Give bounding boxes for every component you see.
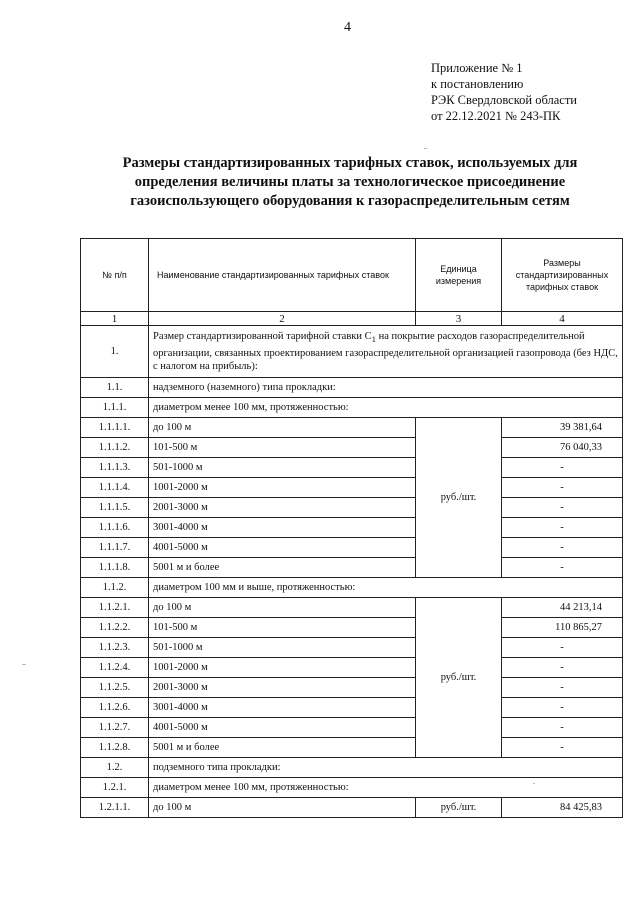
row1-text-before: Размер стандартизированной тарифной ставки С bbox=[153, 331, 372, 343]
row-name: 1001-2000 м bbox=[149, 478, 416, 498]
row-value: 84 425,83 bbox=[502, 798, 623, 818]
table-row bbox=[81, 758, 623, 778]
table-row bbox=[81, 326, 623, 378]
table-row bbox=[81, 578, 623, 598]
table-row bbox=[81, 798, 623, 818]
row-name: 3001-4000 м bbox=[149, 698, 416, 718]
row-num: 1.1.2.5. bbox=[81, 678, 149, 698]
row-unit: руб./шт. bbox=[416, 418, 502, 578]
row-unit: руб./шт. bbox=[416, 798, 502, 818]
appendix-block bbox=[431, 60, 577, 124]
row-num: 1.2.1. bbox=[81, 778, 149, 798]
row-value: - bbox=[502, 558, 623, 578]
group-b-body bbox=[81, 598, 623, 758]
header-size: Размеры стандартизированных тарифных ставок bbox=[502, 239, 623, 312]
table-row bbox=[81, 498, 623, 518]
row-value: - bbox=[502, 478, 623, 498]
row-value: - bbox=[502, 678, 623, 698]
row-description bbox=[149, 326, 623, 378]
row-name: до 100 м bbox=[149, 418, 416, 438]
row-name: 2001-3000 м bbox=[149, 498, 416, 518]
row-num: 1.1.1.3. bbox=[81, 458, 149, 478]
row1-text-after: на покрытие расходов газораспределительной организации, связанных проектированием газораспределительной организацией газопровода (без НДС, с налогом на прибыль): bbox=[153, 331, 618, 372]
row-name: диаметром 100 мм и выше, протяженностью: bbox=[149, 578, 623, 598]
index-cell: 1 bbox=[81, 312, 149, 326]
table-row bbox=[81, 698, 623, 718]
row-num: 1.1.2.4. bbox=[81, 658, 149, 678]
table-header-row bbox=[81, 239, 623, 312]
row-name: до 100 м bbox=[149, 798, 416, 818]
row-num: 1.1.1. bbox=[81, 398, 149, 418]
row-num: 1.1.1.6. bbox=[81, 518, 149, 538]
page-number: 4 bbox=[344, 20, 351, 35]
row-name: 501-1000 м bbox=[149, 458, 416, 478]
row-value: - bbox=[502, 458, 623, 478]
row-value: 39 381,64 bbox=[502, 418, 623, 438]
index-cell: 2 bbox=[149, 312, 416, 326]
row-num: 1.1. bbox=[81, 378, 149, 398]
title-line: определения величины платы за технологическое присоединение bbox=[134, 174, 566, 190]
index-row bbox=[81, 312, 623, 326]
table-row bbox=[81, 518, 623, 538]
table-row bbox=[81, 458, 623, 478]
row-name: 4001-5000 м bbox=[149, 718, 416, 738]
row-name: 5001 м и более bbox=[149, 738, 416, 758]
appendix-line: Приложение № 1 bbox=[431, 61, 523, 75]
row-num: 1.1.1.7. bbox=[81, 538, 149, 558]
header-unit: Единица измерения bbox=[416, 239, 502, 312]
row1-subscript: 1 bbox=[371, 334, 377, 345]
row-name: диаметром менее 100 мм, протяженностью: bbox=[149, 398, 623, 418]
row-name: 501-1000 м bbox=[149, 638, 416, 658]
table-row bbox=[81, 398, 623, 418]
row-name: 1001-2000 м bbox=[149, 658, 416, 678]
row-num: 1.1.2.7. bbox=[81, 718, 149, 738]
table-row bbox=[81, 638, 623, 658]
table-row bbox=[81, 558, 623, 578]
row-num: 1.1.1.5. bbox=[81, 498, 149, 518]
row-num: 1.1.2.1. bbox=[81, 598, 149, 618]
scan-speck bbox=[533, 783, 535, 784]
header-name: Наименование стандартизированных тарифных ставок bbox=[149, 239, 416, 312]
row-num: 1.1.2.2. bbox=[81, 618, 149, 638]
row-value: - bbox=[502, 638, 623, 658]
row-value: - bbox=[502, 658, 623, 678]
row-num: 1.1.1.1. bbox=[81, 418, 149, 438]
row-name: надземного (наземного) типа прокладки: bbox=[149, 378, 623, 398]
table-row bbox=[81, 418, 623, 438]
row-num: 1.1.1.2. bbox=[81, 438, 149, 458]
row-num: 1.2.1.1. bbox=[81, 798, 149, 818]
row-value: 110 865,27 bbox=[502, 618, 623, 638]
row-num: 1.1.2.3. bbox=[81, 638, 149, 658]
table-row bbox=[81, 478, 623, 498]
row-name: 101-500 м bbox=[149, 438, 416, 458]
table-row bbox=[81, 778, 623, 798]
row-num: 1.1.1.8. bbox=[81, 558, 149, 578]
table-row bbox=[81, 438, 623, 458]
table-row bbox=[81, 718, 623, 738]
row-value: 76 040,33 bbox=[502, 438, 623, 458]
scan-speck bbox=[424, 148, 427, 149]
row-name: до 100 м bbox=[149, 598, 416, 618]
row-value: - bbox=[502, 698, 623, 718]
row-value: - bbox=[502, 738, 623, 758]
group-a-body bbox=[81, 418, 623, 578]
tariff-table bbox=[80, 238, 623, 818]
appendix-line: к постановлению bbox=[431, 77, 524, 91]
table-row bbox=[81, 598, 623, 618]
row-value: - bbox=[502, 538, 623, 558]
appendix-line: от 22.12.2021 № 243-ПК bbox=[431, 109, 561, 123]
table-row bbox=[81, 618, 623, 638]
row-value: - bbox=[502, 498, 623, 518]
row-name: 5001 м и более bbox=[149, 558, 416, 578]
row-num: 1.1.2.8. bbox=[81, 738, 149, 758]
row-name: 4001-5000 м bbox=[149, 538, 416, 558]
table-row bbox=[81, 678, 623, 698]
row-num: 1. bbox=[81, 326, 149, 378]
row-name: диаметром менее 100 мм, протяженностью: bbox=[149, 778, 623, 798]
row-name: 101-500 м bbox=[149, 618, 416, 638]
table-row bbox=[81, 658, 623, 678]
header-num: № п/п bbox=[81, 239, 149, 312]
table-row bbox=[81, 538, 623, 558]
scan-speck bbox=[22, 664, 26, 665]
row-num: 1.1.2. bbox=[81, 578, 149, 598]
table-row bbox=[81, 738, 623, 758]
row-name: подземного типа прокладки: bbox=[149, 758, 623, 778]
row-unit: руб./шт. bbox=[416, 598, 502, 758]
row-value: - bbox=[502, 518, 623, 538]
row-name: 2001-3000 м bbox=[149, 678, 416, 698]
row-value: - bbox=[502, 718, 623, 738]
row-value: 44 213,14 bbox=[502, 598, 623, 618]
index-cell: 4 bbox=[502, 312, 623, 326]
title-line: Размеры стандартизированных тарифных ставок, используемых для bbox=[122, 155, 578, 171]
document-title bbox=[90, 154, 610, 211]
row-num: 1.2. bbox=[81, 758, 149, 778]
row-num: 1.1.1.4. bbox=[81, 478, 149, 498]
table-row bbox=[81, 378, 623, 398]
title-line: газоиспользующего оборудования к газораспределительным сетям bbox=[130, 193, 570, 209]
row-num: 1.1.2.6. bbox=[81, 698, 149, 718]
appendix-line: РЭК Свердловской области bbox=[431, 93, 577, 107]
index-cell: 3 bbox=[416, 312, 502, 326]
row-name: 3001-4000 м bbox=[149, 518, 416, 538]
